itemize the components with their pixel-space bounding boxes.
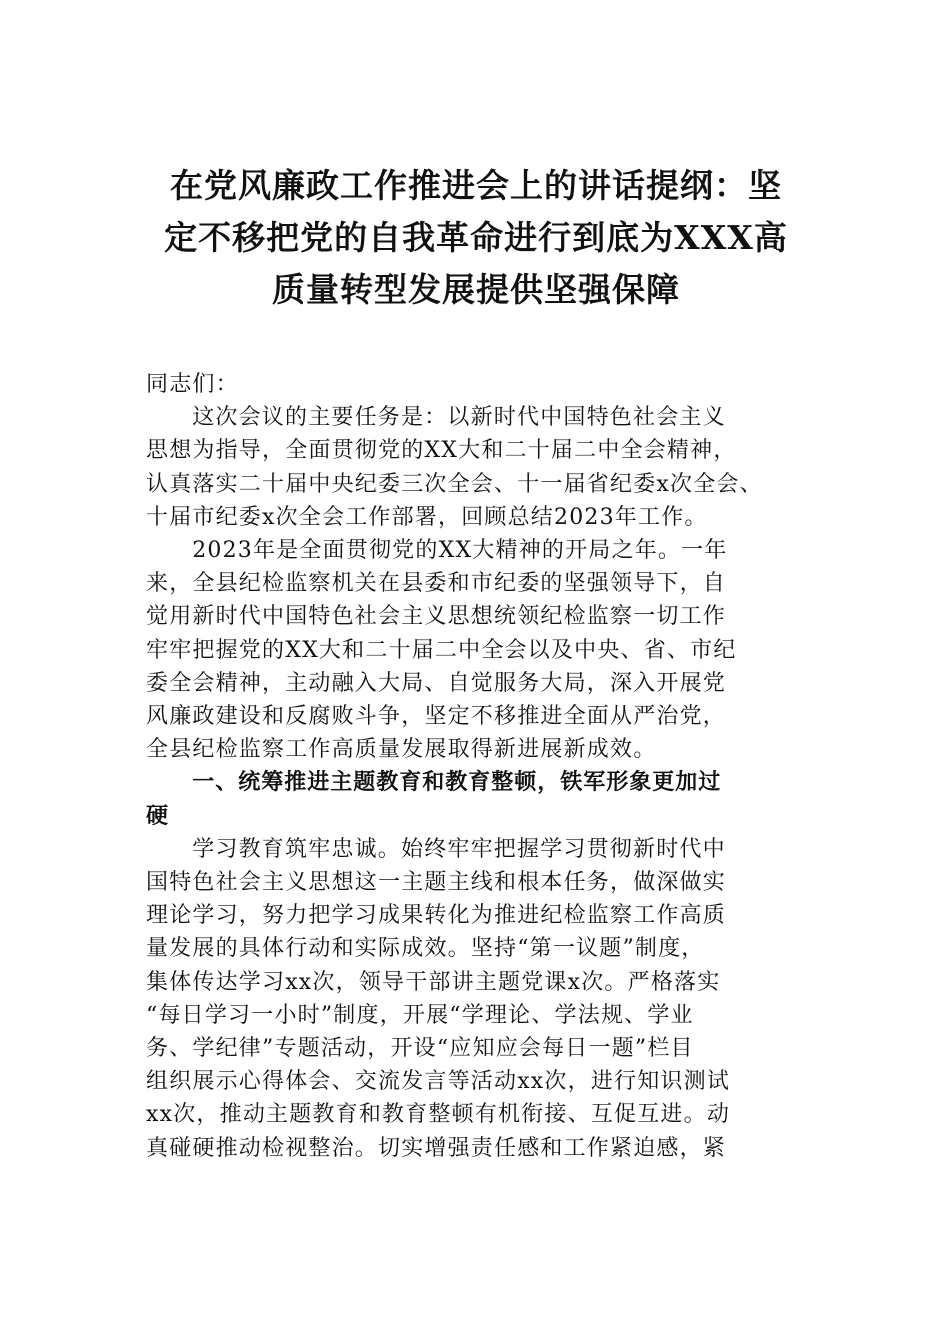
document-page <box>146 160 806 1165</box>
text-line: 学习教育筑牢忠诚。始终牢牢把握学习贯彻新时代中 <box>192 836 726 862</box>
salutation: 同志们： <box>146 372 239 397</box>
text-line: 觉用新时代中国特色社会主义思想统领纪检监察一切工作 <box>146 604 727 630</box>
text-line: 十届市纪委x次全会工作部署，回顾总结2023年工作。 <box>146 504 708 530</box>
text-line: 理论学习，努力把学习成果转化为推进纪检监察工作高质 <box>146 903 727 929</box>
paragraph-review <box>146 534 806 766</box>
section-heading-1 <box>146 766 806 832</box>
text-line: 这次会议的主要任务是：以新时代中国特色社会主义 <box>192 405 726 431</box>
text-line: 务、学纪律”专题活动，开设“应知应会每日一题”栏目 <box>146 1036 694 1062</box>
document-title <box>146 160 806 316</box>
text-line: 组织展示心得体会、交流发言等活动xx次，进行知识测试 <box>146 1069 731 1095</box>
text-line: 来，全县纪检监察机关在县委和市纪委的坚强领导下，自 <box>146 571 727 597</box>
text-line: xx次，推动主题教育和教育整顿有机衔接、互促互进。动 <box>146 1102 731 1128</box>
title-line: 在党风廉政工作推进会上的讲话提纲：坚 <box>170 166 782 205</box>
text-line: 思想为指导，全面贯彻党的XX大和二十届二中全会精神， <box>146 438 737 464</box>
heading-line: 硬 <box>146 803 170 829</box>
text-line: 量发展的具体行动和实际成效。坚持“第一议题”制度， <box>146 936 705 962</box>
text-line: 真碰硬推动检视整治。切实增强责任感和工作紧迫感，紧 <box>146 1135 727 1161</box>
text-line: 风廉政建设和反腐败斗争，坚定不移推进全面从严治党， <box>146 704 727 730</box>
paragraph-study <box>146 833 806 1165</box>
paragraph-intro <box>146 401 806 534</box>
text-line: 认真落实二十届中央纪委三次全会、十一届省纪委x次全会、 <box>146 471 763 497</box>
text-line: 集体传达学习xx次，领导干部讲主题党课x次。严格落实 <box>146 969 721 995</box>
text-line: “每日学习一小时”制度，开展“学理论、学法规、学业 <box>146 1002 694 1028</box>
text-line: 委全会精神，主动融入大局、自觉服务大局，深入开展党 <box>146 670 727 696</box>
text-line: 国特色社会主义思想这一主题主线和根本任务，做深做实 <box>146 870 727 896</box>
text-line: 牢牢把握党的XX大和二十届二中全会以及中央、省、市纪 <box>146 637 737 663</box>
title-line: 定不移把党的自我革命进行到底为XXX高 <box>164 218 788 257</box>
title-line: 质量转型发展提供坚强保障 <box>272 270 680 309</box>
text-line: 2023年是全面贯彻党的XX大精神的开局之年。一年 <box>192 538 728 564</box>
text-line: 全县纪检监察工作高质量发展取得新进展新成效。 <box>146 737 657 763</box>
heading-line: 一、统筹推进主题教育和教育整顿，铁军形象更加过 <box>192 770 722 796</box>
